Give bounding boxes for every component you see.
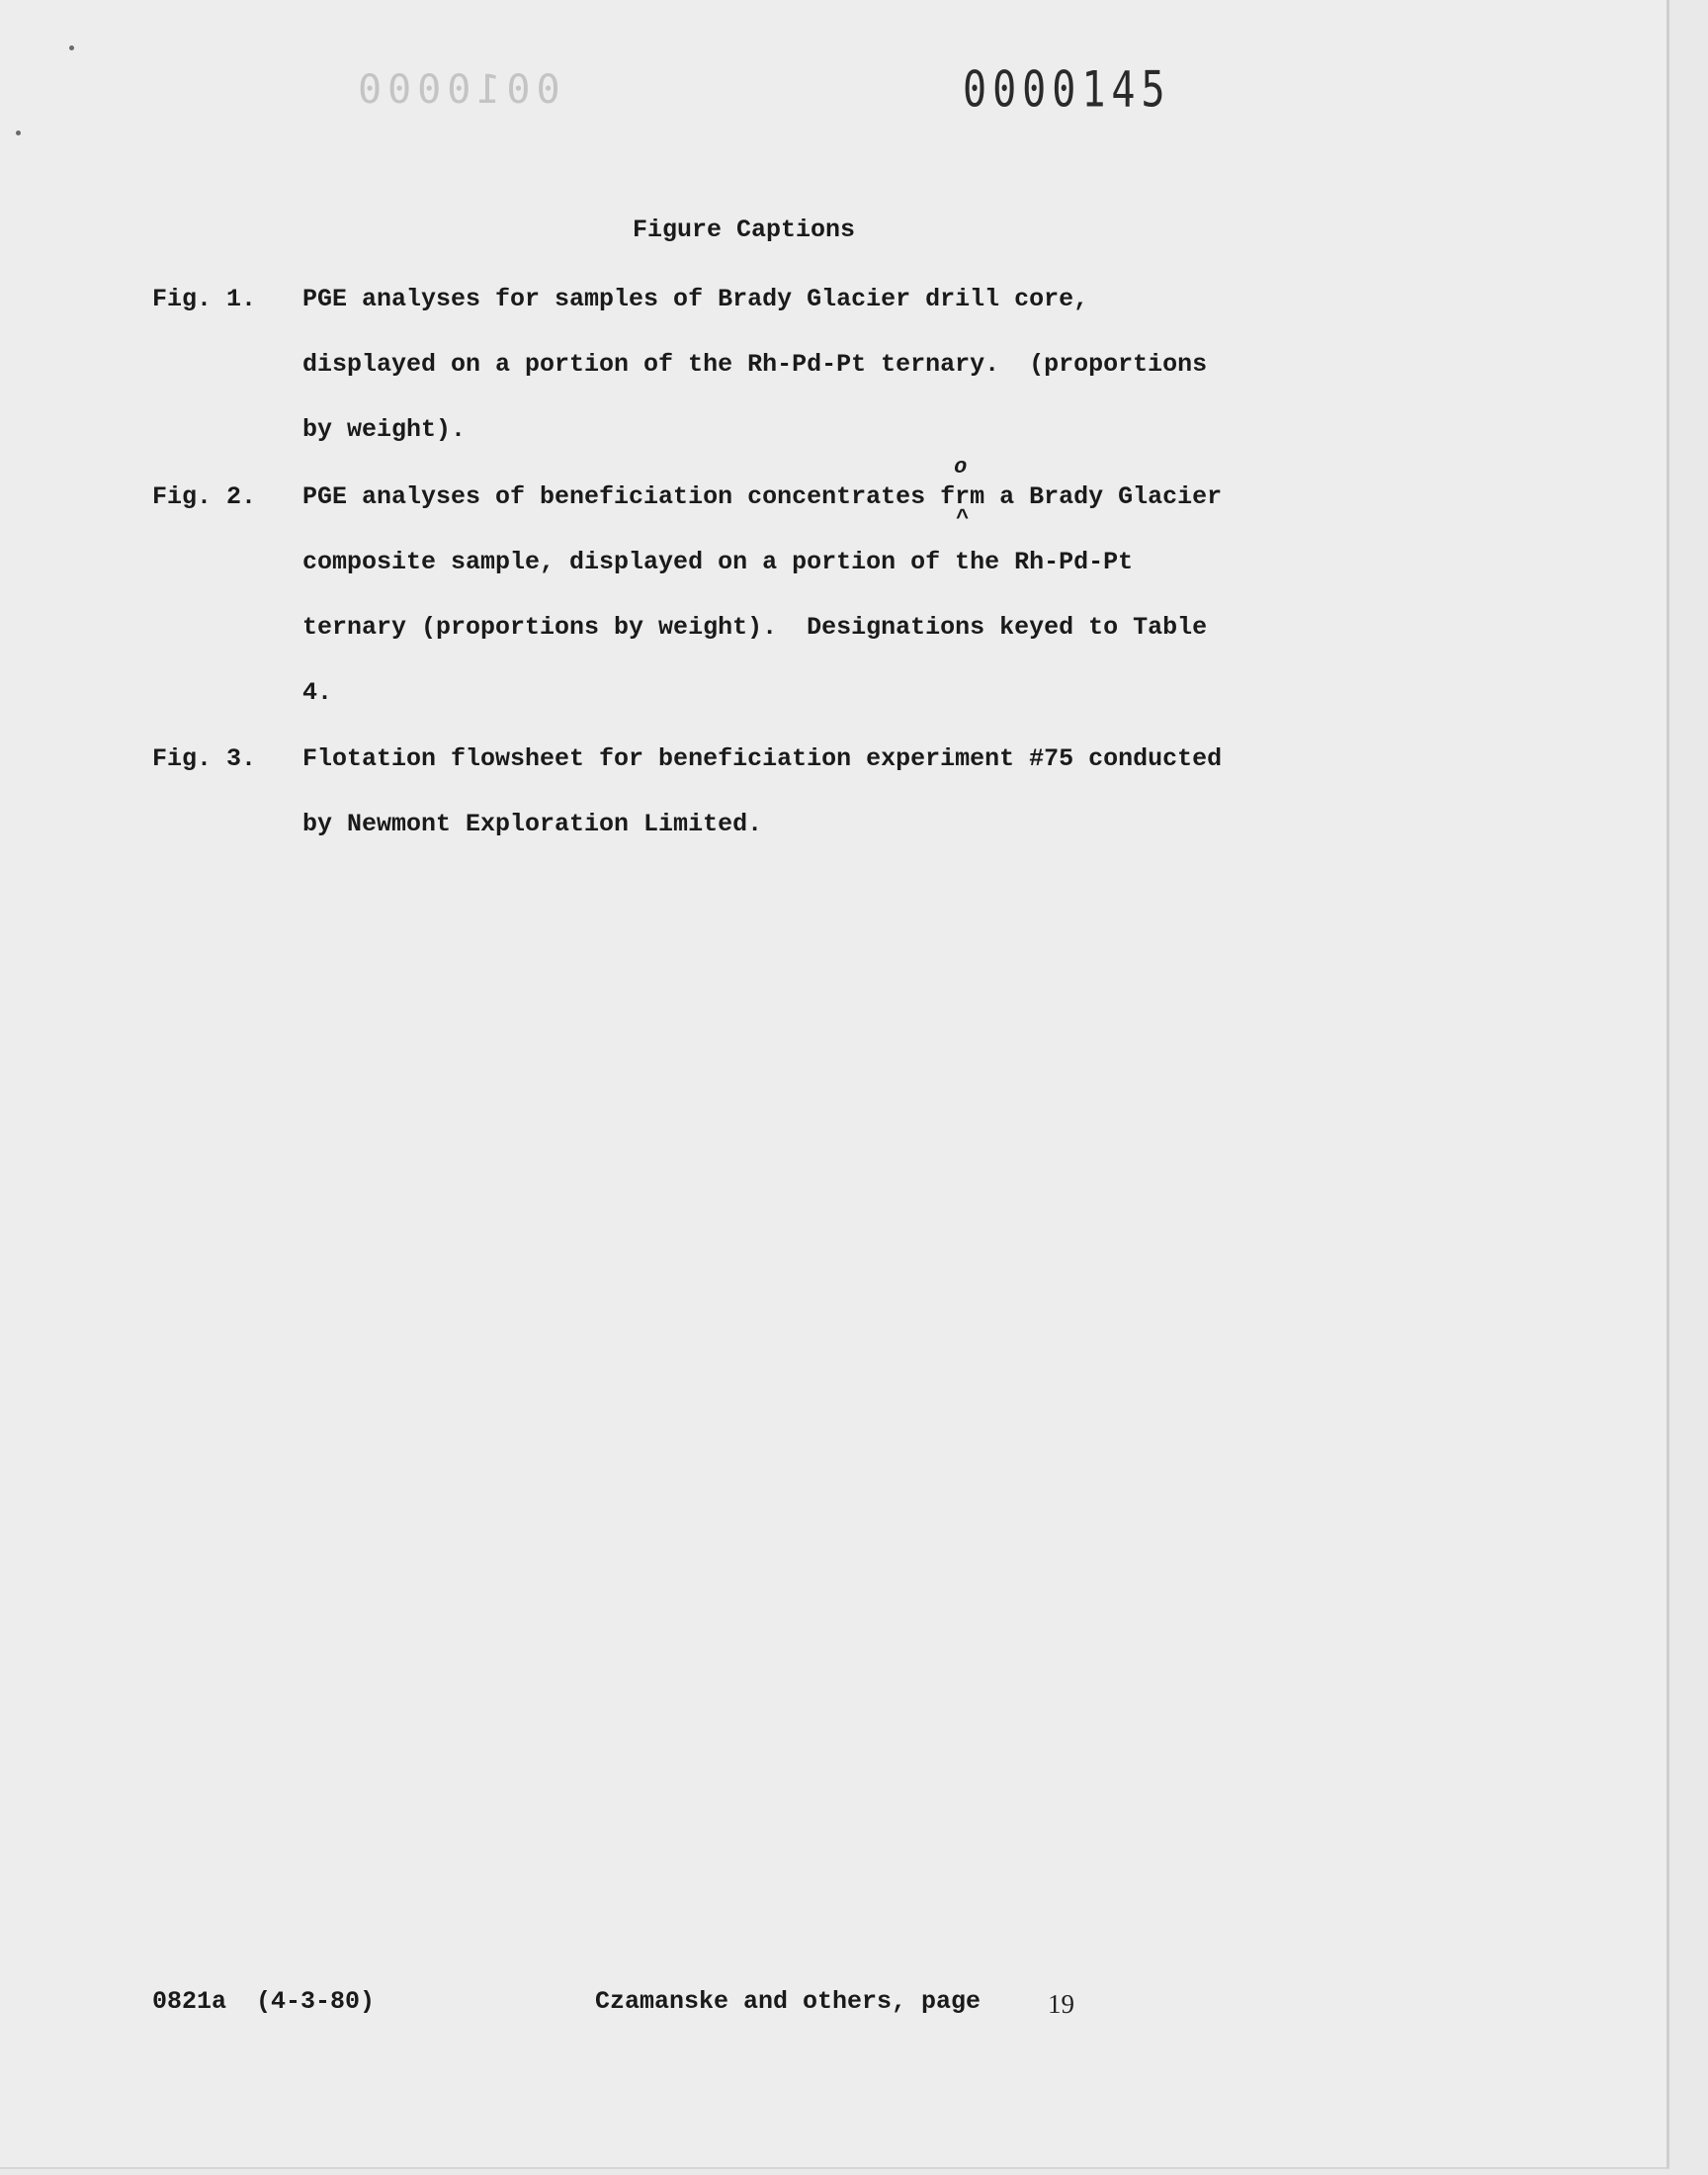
caption-line: 4. (302, 678, 333, 707)
caption-label: Fig. 1. (152, 285, 257, 313)
caption-label: Fig. 2. (152, 482, 257, 511)
corrected-word: frm (940, 482, 985, 511)
document-code: 0821a (4-3-80) (152, 1987, 376, 2016)
scan-speck (16, 130, 21, 135)
page-number: 19 (1048, 1989, 1074, 2019)
caption-line: ternary (proportions by weight). Designations keyed to Table (302, 613, 1208, 642)
caption-text: a Brady Glacier (984, 482, 1223, 511)
caption-line: composite sample, displayed on a portion of the Rh-Pd-Pt (302, 548, 1134, 576)
caption-line: PGE analyses for samples of Brady Glacier drill core, (302, 285, 1089, 313)
caption-line (302, 455, 1223, 531)
footer-citation: Czamanske and others, page (595, 1987, 982, 2016)
caret-mark: ^ (956, 506, 970, 531)
caption-label: Fig. 3. (152, 744, 257, 773)
document-number-stamp: 0000145 (963, 61, 1171, 119)
caption-line: by weight). (302, 415, 467, 444)
handwritten-correction (940, 455, 985, 531)
scan-speck (69, 45, 74, 50)
caption-line: by Newmont Exploration Limited. (302, 810, 763, 838)
page-title: Figure Captions (633, 216, 856, 244)
inserted-letter: o (954, 455, 968, 479)
caption-text: PGE analyses of beneficiation concentrates (302, 482, 941, 511)
caption-line: displayed on a portion of the Rh-Pd-Pt ternary. (proportions (302, 350, 1208, 379)
caption-line: Flotation flowsheet for beneficiation experiment #75 conducted (302, 744, 1223, 773)
faded-document-number-stamp: 0010000 (352, 67, 560, 113)
